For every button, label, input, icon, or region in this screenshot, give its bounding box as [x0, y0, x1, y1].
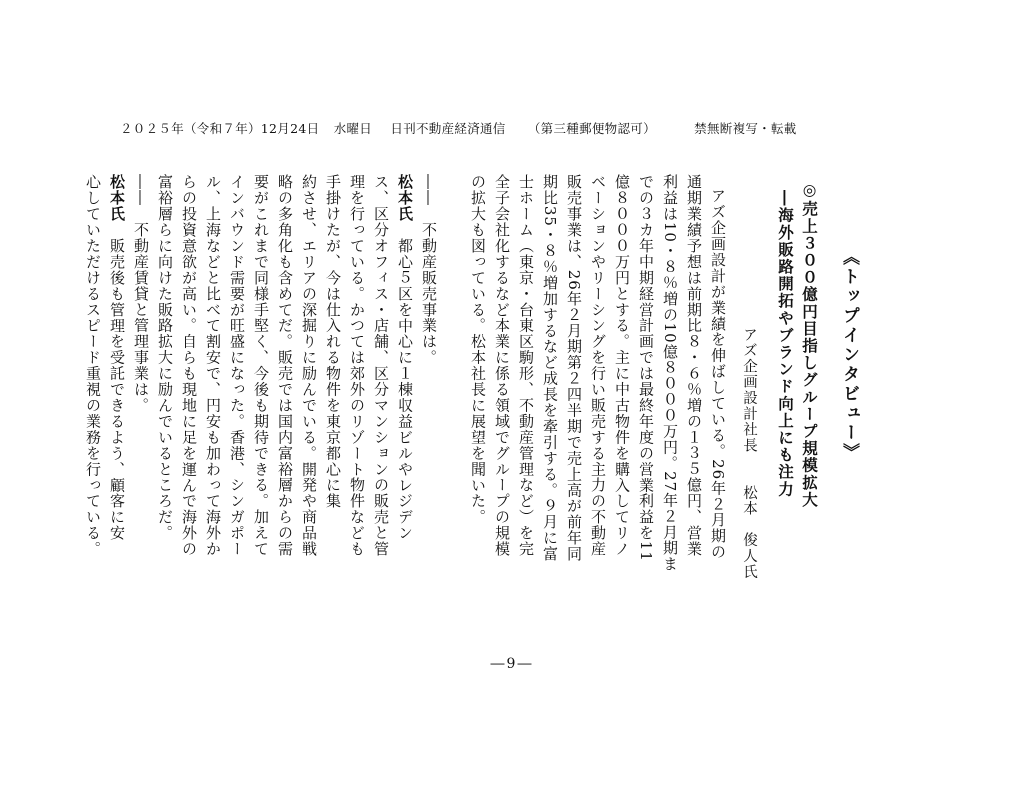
answer-2-first-line: [104, 174, 129, 654]
answer-1-line: 要がこれまで同様手堅く、今後も期待できる。加えて: [252, 174, 270, 557]
answer-1-line: 富裕層らに向けた販路拡大に励んでいるところだ。: [156, 174, 174, 541]
question-1: ―― 不動産販売事業は。: [420, 174, 438, 366]
answer-1-line: 約させ、エリアの深掘りに励んでいる。開発や商品戦: [300, 174, 318, 557]
answer-1-line: ル、上海などと比べて割安で、円安も加わって海外か: [204, 174, 222, 557]
intro-line: 通期業績予想は前期比８・６％増の１３５億円、営業: [685, 174, 703, 557]
answer-1-line: らの投資意欲が高い。自らも現地に足を運んで海外の: [180, 174, 198, 557]
intro-line: での３カ年中期経営計画では最終年度の営業利益を11: [637, 174, 655, 562]
page-header: [120, 119, 840, 137]
intro-line: 利益は10・８％増の10億８０００万円。27年２月期ま: [661, 174, 679, 572]
intro-line: の拡大も図っている。松本社長に展望を聞いた。: [469, 174, 487, 525]
byline-name: 松本 俊人氏: [741, 485, 757, 581]
speaker-label: 松本氏: [396, 174, 414, 222]
intro-line: アズ企画設計が業績を伸ばしている。26年２月期の: [709, 188, 727, 560]
answer-1-line: 手掛けたが、今は仕入れる物件を東京都心に集: [324, 174, 342, 509]
speaker-label: 松本氏: [108, 174, 126, 222]
intro-line: 販売事業は、26年２月期第２四半期で売上高が前年同: [565, 174, 583, 562]
answer-2-text: 販売後も管理を受託できるよう、顧客に安: [108, 221, 126, 541]
headline-main: ◎売上３００億円目指しグループ規模拡大: [800, 180, 819, 509]
header-newspaper-name: 日刊不動産経済通信: [390, 121, 506, 136]
answer-1-line: インバウンド需要が旺盛になった。香港、シンガポー: [228, 174, 246, 557]
page-number: ―9―: [490, 656, 534, 672]
header-copyright-notice: 禁無断複写・転載: [694, 121, 797, 136]
header-weekday: 水曜日: [333, 121, 373, 136]
answer-1-text: 都心５区を中心に１棟収益ビルやレジデン: [396, 221, 414, 541]
byline-title: アズ企画設計社長: [741, 327, 757, 454]
intro-line: 億８０００万円とする。主に中古物件を購入してリノ: [613, 174, 631, 557]
intro-line: 期比35・８％増加するなど成長を牽引する。９月に富: [541, 174, 559, 562]
answer-1-line: ス、区分オフィス・店舗、区分マンションの販売と管: [372, 174, 390, 557]
intro-line: 士ホーム（東京・台東区駒形、不動産管理など）を完: [517, 174, 535, 557]
answer-1-line: 略の多角化も含めてだ。販売では国内富裕層からの需: [276, 174, 294, 557]
question-2: ―― 不動産賃貸と管理事業は。: [132, 174, 150, 414]
section-title: 《トップインタビュー》: [839, 248, 859, 463]
header-postal-note: （第三種郵便物認可）: [527, 121, 656, 136]
header-date: ２０２５年（令和７年）12月24日: [120, 121, 320, 136]
intro-line: 全子会社化するなど本業に係る領域でグループの規模: [493, 174, 511, 557]
headline-sub: ―海外販路開拓やブランド向上にも注力: [776, 190, 795, 498]
byline: [736, 327, 761, 807]
intro-line: ベーションやリーシングを行い販売する主力の不動産: [589, 174, 607, 557]
answer-1-line: 理を行っている。かつては郊外のリゾート物件なども: [348, 174, 366, 557]
answer-2-line: 心していただけるスピード重視の業務を行っている。: [84, 174, 102, 557]
answer-1-first-line: [392, 174, 417, 654]
